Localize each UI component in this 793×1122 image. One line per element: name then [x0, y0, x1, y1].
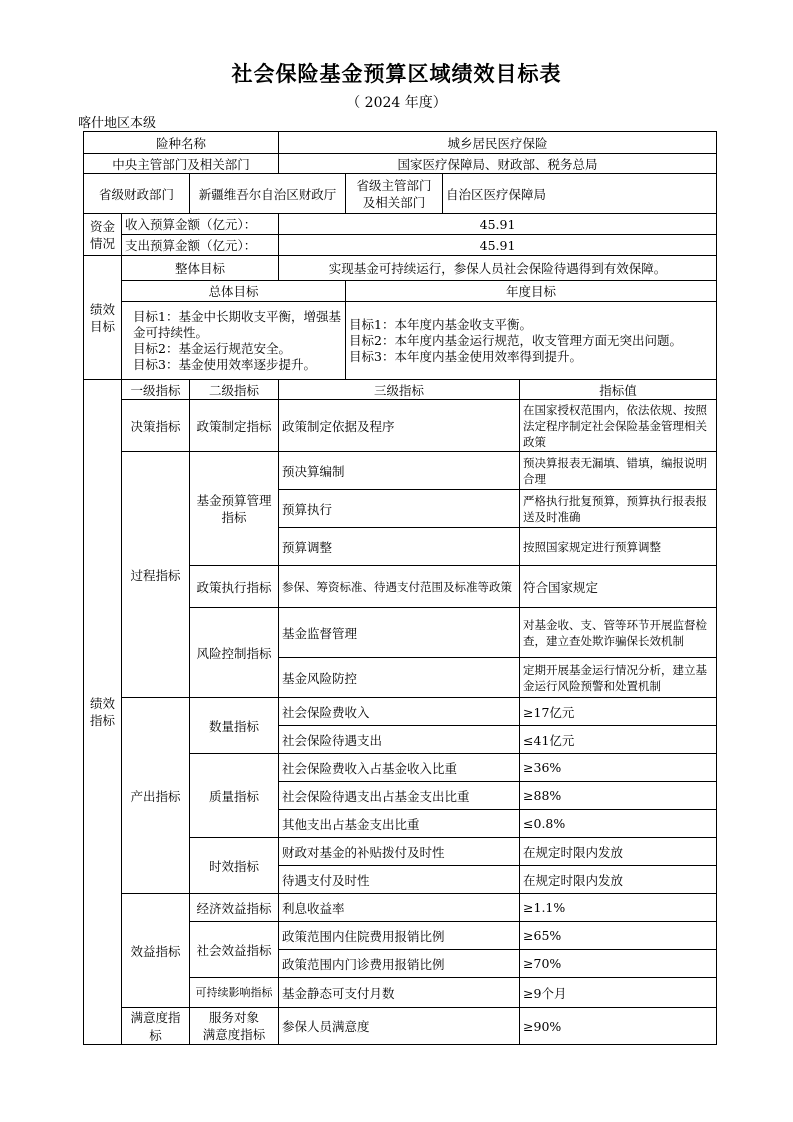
table-row: [84, 698, 717, 726]
table-row: [84, 894, 717, 922]
table-row: [84, 281, 717, 302]
prov-dept-label: [346, 174, 443, 214]
satisfaction-l2-line1: 服务对象: [209, 1010, 260, 1025]
table-row: [84, 214, 717, 235]
social-l2: 社会效益指标: [190, 922, 279, 978]
budget-mgmt-l2: [190, 452, 279, 566]
total-goal-list: [122, 302, 346, 380]
quantity-2-l3: 社会保险待遇支出: [279, 726, 520, 754]
total-goal-2: 目标2：基金运行规范安全。: [133, 340, 291, 356]
header-level2: 二级指标: [190, 380, 279, 400]
total-goal-3: 目标3：基金使用效率逐步提升。: [133, 356, 316, 372]
satisfaction-value: ≥90%: [520, 1008, 717, 1045]
sustain-1-l3: 基金静态可支付月数: [279, 978, 520, 1008]
prov-dept-value: 自治区医疗保障局: [443, 174, 717, 214]
total-goal-header: 总体目标: [122, 281, 346, 302]
prov-finance-value: 新疆维吾尔自治区财政厅: [190, 174, 346, 214]
table-row: [84, 400, 717, 452]
process-l1: 过程指标: [122, 452, 190, 698]
table-row: [84, 302, 717, 380]
decision-value: 在国家授权范围内，依法依规、按照法定程序制定社会保险基金管理相关政策: [520, 400, 717, 452]
quantity-2-value: ≤41亿元: [520, 726, 717, 754]
output-l1: 产出指标: [122, 698, 190, 894]
social-2-l3: 政策范围内门诊费用报销比例: [279, 950, 520, 978]
header-level1: 一级指标: [122, 380, 190, 400]
overall-goal-value: 实现基金可持续运行，参保人员社会保险待遇得到有效保障。: [279, 256, 717, 281]
satisfaction-l2: [190, 1008, 279, 1045]
table-row: [84, 132, 717, 154]
budget-prep-value: 预决算报表无漏填、错填，编报说明合理: [520, 452, 717, 490]
annual-goal-list: [346, 302, 717, 380]
budget-exec-l3: 预算执行: [279, 490, 520, 528]
table-row: [84, 235, 717, 256]
overall-goal-label: 整体目标: [122, 256, 279, 281]
page-title: 社会保险基金预算区域绩效目标表: [231, 61, 562, 86]
decision-l3: 政策制定依据及程序: [279, 400, 520, 452]
performance-table: [83, 131, 717, 1045]
timeliness-1-l3: 财政对基金的补贴拨付及时性: [279, 838, 520, 866]
quality-2-value: ≥88%: [520, 782, 717, 810]
funds-label-line2: 情况: [89, 235, 115, 251]
budget-mgmt-line2: 指标: [221, 509, 247, 525]
satisfaction-l3: 参保人员满意度: [279, 1008, 520, 1045]
expense-budget-label: 支出预算金额（亿元）：: [122, 235, 279, 256]
policy-exec-l2: 政策执行指标: [190, 566, 279, 608]
annual-goal-3: 目标3：本年度内基金使用效率得到提升。: [349, 348, 582, 364]
decision-l1: 决策指标: [122, 400, 190, 452]
quality-1-l3: 社会保险费收入占基金收入比重: [279, 754, 520, 782]
timeliness-2-l3: 待遇支付及时性: [279, 866, 520, 894]
funds-label: [84, 214, 122, 256]
budget-mgmt-line1: 基金预算管理: [196, 492, 272, 508]
income-budget-label: 收入预算金额（亿元）：: [122, 214, 279, 235]
indicators-label-line1: 绩效: [89, 696, 115, 711]
decision-l2: 政策制定指标: [190, 400, 279, 452]
budget-prep-l3: 预决算编制: [279, 452, 520, 490]
sustain-1-value: ≥9个月: [520, 978, 717, 1008]
table-row: [84, 174, 717, 214]
total-goal-1: 目标1：基金中长期收支平衡，增强基金可持续性。: [133, 308, 341, 340]
funds-label-line1: 资金: [89, 218, 115, 234]
social-1-l3: 政策范围内住院费用报销比例: [279, 922, 520, 950]
supervision-value: 对基金收、支、管等环节开展监督检查，建立查处欺诈骗保长效机制: [520, 608, 717, 658]
goals-label-line2: 目标: [89, 318, 115, 334]
timeliness-1-value: 在规定时限内发放: [520, 838, 717, 866]
indicators-label: [84, 380, 122, 1045]
annual-goal-header: 年度目标: [346, 281, 717, 302]
economic-1-l3: 利息收益率: [279, 894, 520, 922]
budget-adj-value: 按照国家规定进行预算调整: [520, 528, 717, 566]
social-1-value: ≥65%: [520, 922, 717, 950]
policy-exec-value: 符合国家规定: [520, 566, 717, 608]
indicators-label-line2: 指标: [89, 713, 115, 728]
quantity-1-value: ≥17亿元: [520, 698, 717, 726]
page-subtitle: （ 2024 年度）: [346, 95, 447, 111]
satisfaction-l1: 满意度指标: [122, 1008, 190, 1045]
region-label: 喀什地区本级: [78, 116, 157, 131]
header-level3: 三级指标: [279, 380, 520, 400]
economic-l2: 经济效益指标: [190, 894, 279, 922]
policy-exec-l3: 参保、筹资标准、待遇支付范围及标准等政策: [279, 566, 520, 608]
sustain-l2: 可持续影响指标: [190, 978, 279, 1008]
insurance-type-label: 险种名称: [84, 132, 279, 154]
timeliness-2-value: 在规定时限内发放: [520, 866, 717, 894]
timeliness-l2: 时效指标: [190, 838, 279, 894]
economic-1-value: ≥1.1%: [520, 894, 717, 922]
annual-goal-1: 目标1：本年度内基金收支平衡。: [349, 316, 532, 332]
quantity-1-l3: 社会保险费收入: [279, 698, 520, 726]
table-row: [84, 452, 717, 490]
quantity-l2: 数量指标: [190, 698, 279, 754]
prov-finance-label: 省级财政部门: [84, 174, 190, 214]
annual-goal-2: 目标2：本年度内基金运行规范，收支管理方面无突出问题。: [349, 332, 682, 348]
budget-adj-l3: 预算调整: [279, 528, 520, 566]
quality-3-l3: 其他支出占基金支出比重: [279, 810, 520, 838]
income-budget-value: 45.91: [279, 214, 717, 235]
satisfaction-l2-line2: 满意度指标: [202, 1027, 266, 1042]
goals-label: [84, 256, 122, 380]
quality-l2: 质量指标: [190, 754, 279, 838]
goals-label-line1: 绩效: [89, 301, 115, 317]
social-2-value: ≥70%: [520, 950, 717, 978]
central-dept-value: 国家医疗保障局、财政部、税务总局: [279, 154, 717, 174]
quality-1-value: ≥36%: [520, 754, 717, 782]
header-value: 指标值: [520, 380, 717, 400]
quality-3-value: ≤0.8%: [520, 810, 717, 838]
central-dept-label: 中央主管部门及相关部门: [84, 154, 279, 174]
risk-prev-l3: 基金风险防控: [279, 658, 520, 698]
table-row: [84, 256, 717, 281]
table-row: [84, 1008, 717, 1045]
insurance-type-value: 城乡居民医疗保险: [279, 132, 717, 154]
table-row: [84, 380, 717, 400]
risk-control-l2: 风险控制指标: [190, 608, 279, 698]
supervision-l3: 基金监督管理: [279, 608, 520, 658]
budget-exec-value: 严格执行批复预算，预算执行报表报送及时准确: [520, 490, 717, 528]
expense-budget-value: 45.91: [279, 235, 717, 256]
benefit-l1: 效益指标: [122, 894, 190, 1008]
prov-dept-label-line1: 省级主管部门: [356, 177, 432, 193]
quality-2-l3: 社会保险待遇支出占基金支出比重: [279, 782, 520, 810]
table-row: [84, 154, 717, 174]
prov-dept-label-line2: 及相关部门: [362, 194, 426, 210]
risk-prev-value: 定期开展基金运行情况分析，建立基金运行风险预警和处置机制: [520, 658, 717, 698]
